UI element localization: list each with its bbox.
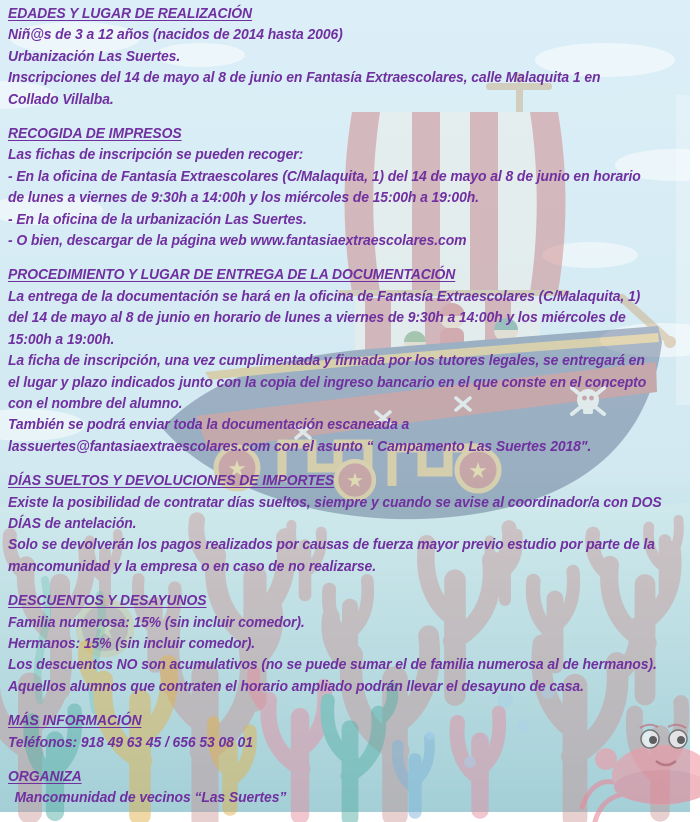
text-line: mancomunidad y la empresa o en caso de no realizarse. [8, 557, 376, 575]
flyer-content [8, 3, 700, 822]
text-line: - En la oficina de la urbanización Las Suertes. [8, 210, 307, 228]
text-line: de lunes a viernes de 9:30h a 14:00h y los miércoles de 15:00h a 19:00h. [8, 189, 479, 207]
text-line: Urbanización Las Suertes. [8, 47, 181, 65]
section-recogida-impresos [8, 123, 700, 251]
section-heading: PROCEDIMIENTO Y LUGAR DE ENTREGA DE LA DOCUMENTACIÓN [8, 266, 456, 284]
organizer-name: Mancomunidad de vecinos “Las Suertes” [14, 789, 287, 807]
text-line: el lugar y plazo indicados junto con la copia del ingreso bancario en el que conste en el concepto [8, 373, 647, 391]
text-line: Familia numerosa: 15% (sin incluir comedor). [8, 613, 305, 631]
text-line: Collado Villalba. [8, 90, 114, 108]
section-heading: DESCUENTOS Y DESAYUNOS [8, 592, 207, 610]
section-procedimiento-entrega [8, 264, 700, 457]
text-line: Existe la posibilidad de contratar días sueltos, siempre y cuando se avise al coordinador/a con DOS [8, 493, 662, 511]
section-mas-informacion [8, 710, 700, 753]
section-edades [8, 3, 700, 110]
text-line: La ficha de inscripción, una vez cumplimentada y firmada por los tutores legales, se entregará en [8, 352, 645, 370]
text-line email-line: lassuertes@fantasiaextraescolares.com con el asunto “ Campamento Las Suertes 2018". [8, 437, 592, 455]
phone-numbers: Teléfonos: 918 49 63 45 / 656 53 08 01 [8, 733, 253, 751]
section-heading: RECOGIDA DE IMPRESOS [8, 125, 182, 143]
text-line: DÍAS de antelación. [8, 514, 137, 532]
text-line: Niñ@s de 3 a 12 años (nacidos de 2014 hasta 2006) [8, 26, 343, 44]
text-line: Los descuentos NO son acumulativos (no se puede sumar el de familia numerosa al de hermanos). [8, 656, 657, 674]
text-line: También se podrá enviar toda la documentación escaneada a [8, 416, 410, 434]
text-line: 15:00h a 19:00h. [8, 330, 115, 348]
text-line: Hermanos: 15% (sin incluir comedor). [8, 634, 256, 652]
text-line website-line: - O bien, descargar de la página web www.fantasiaextraescolares.com [8, 232, 467, 250]
section-heading: MÁS INFORMACIÓN [8, 712, 142, 730]
section-heading: ORGANIZA [8, 768, 82, 785]
text-line: del 14 de mayo al 8 de junio en horario de lunes a viernes de 9:30h a 14:00h y los miércoles de [8, 309, 626, 327]
text-line: Inscripciones del 14 de mayo al 8 de junio en Fantasía Extraescolares, calle Malaquita 1 en [8, 69, 601, 87]
section-descuentos-desayunos [8, 590, 700, 697]
section-organiza [8, 766, 700, 809]
text-line: Las fichas de inscripción se pueden recoger: [8, 146, 304, 164]
section-dias-sueltos [8, 470, 700, 577]
text-line: Aquellos alumnos que contraten el horario ampliado podrán llevar el desayuno de casa. [8, 677, 584, 695]
section-heading: EDADES Y LUGAR DE REALIZACIÓN [8, 5, 253, 22]
text-line: con el nombre del alumno. [8, 394, 183, 412]
text-line: Solo se devolverán los pagos realizados por causas de fuerza mayor previo estudio por parte de la [8, 536, 655, 554]
text-line: La entrega de la documentación se hará en la oficina de Fantasía Extraescolares (C/Malaquita, 1) [8, 287, 641, 305]
section-heading: DÍAS SUELTOS Y DEVOLUCIONES DE IMPORTES [8, 472, 335, 490]
text-line: - En la oficina de Fantasía Extraescolares (C/Malaquita, 1) del 14 de mayo al 8 de junio en horario [8, 167, 641, 185]
